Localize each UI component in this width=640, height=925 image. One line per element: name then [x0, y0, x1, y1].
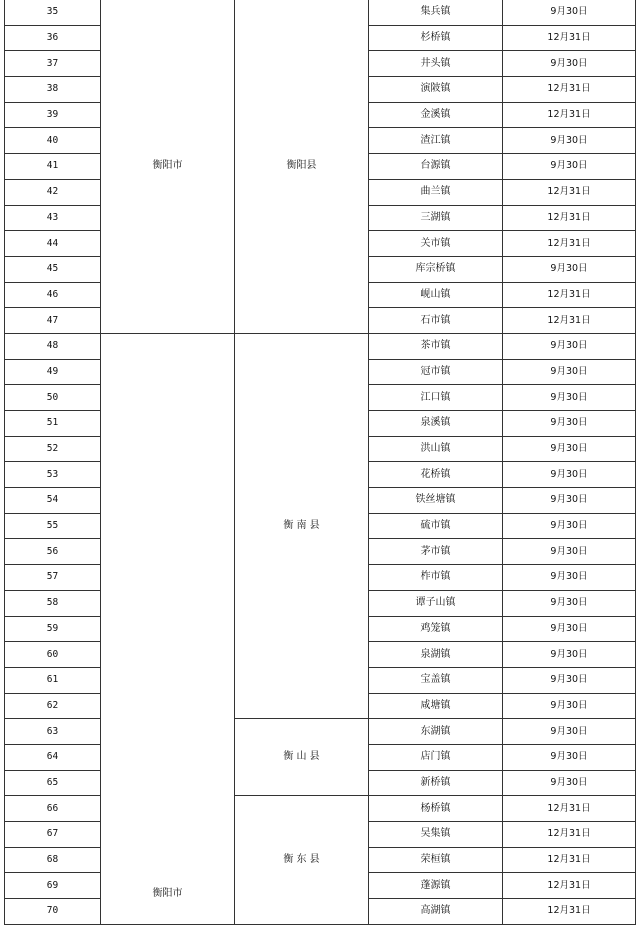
deadline-cell: 9月30日 — [503, 770, 636, 796]
row-number: 70 — [5, 899, 101, 925]
row-number: 48 — [5, 333, 101, 359]
town-cell: 曲兰镇 — [369, 179, 503, 205]
town-cell: 硫市镇 — [369, 513, 503, 539]
row-number: 57 — [5, 565, 101, 591]
row-number: 65 — [5, 770, 101, 796]
row-number: 66 — [5, 796, 101, 822]
row-number: 43 — [5, 205, 101, 231]
row-number: 50 — [5, 385, 101, 411]
deadline-cell: 12月31日 — [503, 77, 636, 103]
deadline-cell: 12月31日 — [503, 179, 636, 205]
town-cell: 咸塘镇 — [369, 693, 503, 719]
table-row — [5, 796, 636, 822]
deadline-cell: 9月30日 — [503, 642, 636, 668]
town-cell: 茅市镇 — [369, 539, 503, 565]
table-row — [5, 0, 636, 25]
deadline-cell: 9月30日 — [503, 333, 636, 359]
town-cell: 江口镇 — [369, 385, 503, 411]
deadline-cell: 9月30日 — [503, 359, 636, 385]
row-number: 35 — [5, 0, 101, 25]
town-cell: 花桥镇 — [369, 462, 503, 488]
row-number: 61 — [5, 667, 101, 693]
town-cell: 泉溪镇 — [369, 411, 503, 437]
city-cell: 衡阳市 — [101, 333, 235, 924]
town-cell: 谭子山镇 — [369, 590, 503, 616]
county-cell: 衡 南 县 — [235, 333, 369, 718]
deadline-cell: 12月31日 — [503, 282, 636, 308]
row-number: 40 — [5, 128, 101, 154]
row-number: 49 — [5, 359, 101, 385]
deadline-cell: 9月30日 — [503, 616, 636, 642]
row-number: 36 — [5, 25, 101, 51]
town-cell: 鸡笼镇 — [369, 616, 503, 642]
row-number: 39 — [5, 102, 101, 128]
row-number: 63 — [5, 719, 101, 745]
deadline-cell: 9月30日 — [503, 667, 636, 693]
town-schedule-table — [4, 0, 636, 925]
row-number: 54 — [5, 488, 101, 514]
deadline-cell: 9月30日 — [503, 590, 636, 616]
deadline-cell: 9月30日 — [503, 719, 636, 745]
town-cell: 金溪镇 — [369, 102, 503, 128]
deadline-cell: 12月31日 — [503, 796, 636, 822]
town-cell: 台源镇 — [369, 154, 503, 180]
deadline-cell: 12月31日 — [503, 847, 636, 873]
row-number: 46 — [5, 282, 101, 308]
row-number: 67 — [5, 822, 101, 848]
county-cell: 衡阳县 — [235, 0, 369, 333]
row-number: 59 — [5, 616, 101, 642]
deadline-cell: 9月30日 — [503, 513, 636, 539]
row-number: 62 — [5, 693, 101, 719]
town-cell: 泉湖镇 — [369, 642, 503, 668]
row-number: 68 — [5, 847, 101, 873]
deadline-cell: 9月30日 — [503, 539, 636, 565]
town-cell: 渣江镇 — [369, 128, 503, 154]
deadline-cell: 12月31日 — [503, 231, 636, 257]
row-number: 60 — [5, 642, 101, 668]
deadline-cell: 12月31日 — [503, 102, 636, 128]
town-cell: 三湖镇 — [369, 205, 503, 231]
deadline-cell: 9月30日 — [503, 436, 636, 462]
deadline-cell: 12月31日 — [503, 308, 636, 334]
town-cell: 井头镇 — [369, 51, 503, 77]
table-row — [5, 333, 636, 359]
row-number: 52 — [5, 436, 101, 462]
row-number: 56 — [5, 539, 101, 565]
row-number: 42 — [5, 179, 101, 205]
county-cell: 衡 东 县 — [235, 796, 369, 924]
row-number: 41 — [5, 154, 101, 180]
deadline-cell: 12月31日 — [503, 873, 636, 899]
table-row — [5, 719, 636, 745]
town-cell: 铁丝塘镇 — [369, 488, 503, 514]
row-number: 45 — [5, 256, 101, 282]
town-cell: 岘山镇 — [369, 282, 503, 308]
deadline-cell: 9月30日 — [503, 693, 636, 719]
town-cell: 杉桥镇 — [369, 25, 503, 51]
row-number: 38 — [5, 77, 101, 103]
town-cell: 高湖镇 — [369, 899, 503, 925]
deadline-cell: 12月31日 — [503, 25, 636, 51]
row-number: 53 — [5, 462, 101, 488]
town-cell: 洪山镇 — [369, 436, 503, 462]
deadline-cell: 9月30日 — [503, 128, 636, 154]
table-body — [5, 0, 636, 924]
town-cell: 吴集镇 — [369, 822, 503, 848]
row-number: 37 — [5, 51, 101, 77]
town-cell: 新桥镇 — [369, 770, 503, 796]
town-cell: 冠市镇 — [369, 359, 503, 385]
deadline-cell: 9月30日 — [503, 744, 636, 770]
deadline-cell: 9月30日 — [503, 0, 636, 25]
county-cell: 衡 山 县 — [235, 719, 369, 796]
town-cell: 库宗桥镇 — [369, 256, 503, 282]
row-number: 64 — [5, 744, 101, 770]
deadline-cell: 9月30日 — [503, 154, 636, 180]
deadline-cell: 9月30日 — [503, 565, 636, 591]
deadline-cell: 9月30日 — [503, 411, 636, 437]
deadline-cell: 9月30日 — [503, 462, 636, 488]
deadline-cell: 12月31日 — [503, 822, 636, 848]
town-cell: 关市镇 — [369, 231, 503, 257]
deadline-cell: 9月30日 — [503, 385, 636, 411]
row-number: 55 — [5, 513, 101, 539]
town-cell: 集兵镇 — [369, 0, 503, 25]
town-cell: 荣桓镇 — [369, 847, 503, 873]
city-cell: 衡阳市 — [101, 0, 235, 333]
town-cell: 石市镇 — [369, 308, 503, 334]
town-cell: 柞市镇 — [369, 565, 503, 591]
deadline-cell: 9月30日 — [503, 488, 636, 514]
deadline-cell: 9月30日 — [503, 51, 636, 77]
town-cell: 店门镇 — [369, 744, 503, 770]
town-cell: 宝盖镇 — [369, 667, 503, 693]
town-cell: 杨桥镇 — [369, 796, 503, 822]
row-number: 69 — [5, 873, 101, 899]
row-number: 51 — [5, 411, 101, 437]
row-number: 58 — [5, 590, 101, 616]
deadline-cell: 12月31日 — [503, 899, 636, 925]
row-number: 44 — [5, 231, 101, 257]
deadline-cell: 9月30日 — [503, 256, 636, 282]
town-cell: 蓬源镇 — [369, 873, 503, 899]
row-number: 47 — [5, 308, 101, 334]
town-cell: 东湖镇 — [369, 719, 503, 745]
town-cell: 演陂镇 — [369, 77, 503, 103]
deadline-cell: 12月31日 — [503, 205, 636, 231]
town-cell: 茶市镇 — [369, 333, 503, 359]
